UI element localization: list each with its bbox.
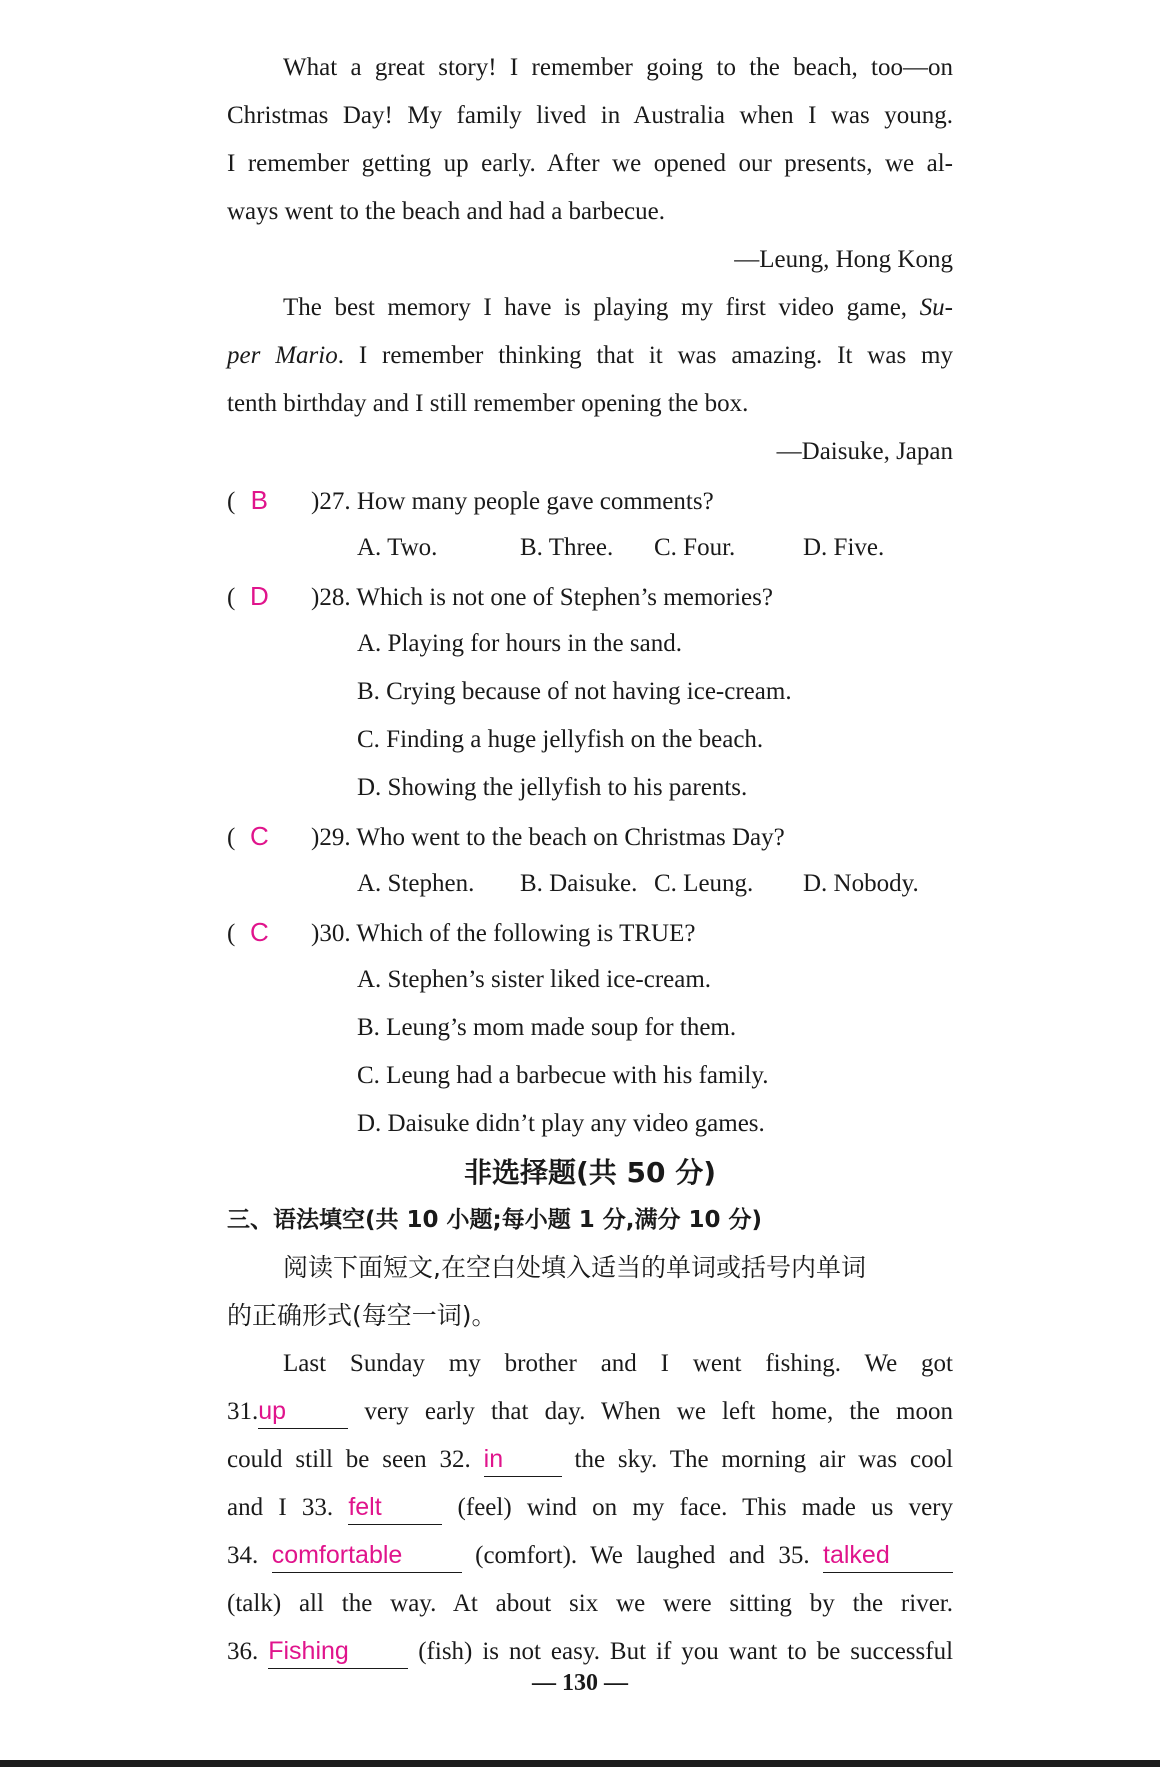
option: B. Leung’s mom made soup for them. [357, 1014, 737, 1041]
game-title-part: Su- [919, 294, 953, 321]
cloze-text: could still be seen 32. [227, 1446, 471, 1473]
cloze-line [227, 1532, 953, 1580]
question-28 [227, 572, 953, 620]
cloze-line: Last Sunday my brother and I went fishing. We got [283, 1350, 953, 1377]
passage-text: The best memory I have is playing my first video game, [283, 294, 920, 321]
cloze-text: very early that day. When we left home, the moon [364, 1398, 953, 1425]
option: D. Showing the jellyfish to his parents. [357, 774, 748, 801]
passage-line: ways went to the beach and had a barbecue. [227, 198, 666, 225]
passage-line: Christmas Day! My family lived in Australia when I was young. [227, 102, 953, 129]
option: C. Finding a huge jellyfish on the beach. [357, 726, 764, 753]
blank-35: talked [823, 1538, 953, 1573]
section-title: 非选择题(共 50 分) [463, 1156, 717, 1189]
option: C. Leung had a barbecue with his family. [357, 1062, 769, 1089]
cloze-text: and I 33. [227, 1494, 334, 1521]
passage-text: . I remember thinking that it was amazing. It was my [337, 342, 953, 369]
cloze-line [227, 1436, 953, 1484]
blank-33: felt [348, 1490, 442, 1525]
answer-bracket: ( C [227, 812, 311, 862]
option: A. Stephen’s sister liked ice-cream. [357, 966, 712, 993]
answer-mark: B [250, 485, 268, 515]
option: D. Five. [803, 534, 885, 561]
blank-34: comfortable [272, 1538, 462, 1573]
game-title-part: per Mario [227, 342, 338, 369]
signature-daisuke: —Daisuke, Japan [776, 438, 953, 465]
cloze-line [227, 1628, 953, 1676]
instruction-line: 的正确形式(每空一词)。 [227, 1301, 497, 1330]
question-text: )27. How many people gave comments? [311, 488, 714, 515]
worksheet-page [227, 44, 953, 1676]
option: B. Daisuke. [520, 870, 638, 897]
blank-32: in [484, 1442, 562, 1477]
cloze-text: the sky. The morning air was cool [574, 1446, 954, 1473]
answer-mark: C [249, 917, 269, 947]
passage-line: tenth birthday and I still remember opening the box. [227, 390, 749, 417]
option: A. Playing for hours in the sand. [357, 630, 682, 657]
cloze-line [227, 1484, 953, 1532]
cloze-text: (comfort). We laughed and 35. [475, 1542, 810, 1569]
blank-number: 31. [227, 1398, 259, 1425]
option: A. Stephen. [357, 870, 475, 897]
options-27 [227, 524, 953, 572]
cloze-text: (feel) wind on my face. This made us very [457, 1494, 953, 1521]
question-text: )29. Who went to the beach on Christmas Day? [311, 824, 785, 851]
passage-line: What a great story! I remember going to the beach, too—on [283, 54, 953, 81]
option: B. Three. [520, 534, 614, 561]
section-heading: 三、语法填空(共 10 小题;每小题 1 分,满分 10 分) [227, 1207, 763, 1233]
question-30 [227, 908, 953, 956]
answer-bracket: ( D [227, 572, 311, 622]
option: B. Crying because of not having ice-cream. [357, 678, 792, 705]
blank-number: 34. [227, 1542, 259, 1569]
bottom-edge-bar [0, 1760, 1160, 1767]
options-29 [227, 860, 953, 908]
cloze-line [227, 1388, 953, 1436]
question-29 [227, 812, 953, 860]
passage-line: I remember getting up early. After we opened our presents, we al- [227, 150, 953, 177]
question-text: )30. Which of the following is TRUE? [311, 920, 696, 947]
page-number: — 130 — [532, 1670, 628, 1696]
blank-36: Fishing [268, 1634, 408, 1669]
question-27 [227, 476, 953, 524]
answer-mark: C [249, 821, 269, 851]
option: A. Two. [357, 534, 438, 561]
instruction-line: 阅读下面短文,在空白处填入适当的单词或括号内单词 [283, 1253, 866, 1282]
cloze-text: (fish) is not easy. But if you want to be successful [418, 1638, 954, 1665]
question-text: )28. Which is not one of Stephen’s memories? [311, 584, 773, 611]
answer-mark: D [249, 581, 269, 611]
blank-31: up [258, 1394, 348, 1429]
option: D. Daisuke didn’t play any video games. [357, 1110, 765, 1137]
signature-leung: —Leung, Hong Kong [734, 246, 953, 273]
answer-bracket: ( C [227, 908, 311, 958]
option: D. Nobody. [803, 870, 919, 897]
answer-bracket: ( B [227, 476, 311, 526]
cloze-line: (talk) all the way. At about six we were sitting by the river. [227, 1590, 953, 1617]
passage-line [227, 284, 953, 332]
option: C. Four. [654, 534, 736, 561]
blank-number: 36. [227, 1638, 259, 1665]
passage-line [227, 332, 953, 380]
option: C. Leung. [654, 870, 754, 897]
